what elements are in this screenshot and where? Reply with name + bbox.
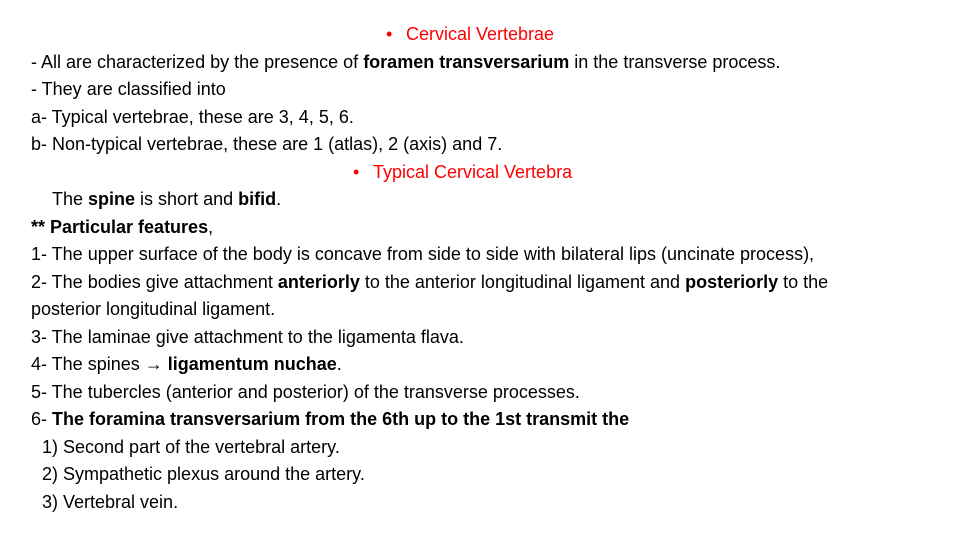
feature-2-continued: posterior longitudinal ligament. — [31, 299, 276, 319]
text-segment: to the anterior longitudinal ligament and — [359, 272, 686, 292]
bold-term: The foramina transversarium from the 6th up to the 1st transmit the — [52, 409, 630, 429]
intro-line-1 — [31, 52, 780, 72]
feature-4 — [31, 354, 342, 374]
text-segment: 6- — [31, 409, 53, 429]
heading-cervical-vertebrae — [386, 24, 554, 44]
intro-line-3: a- Typical vertebrae, these are 3, 4, 5, 6. — [31, 107, 354, 127]
spine-line — [52, 189, 281, 209]
text-segment: to the — [778, 272, 829, 292]
feature-3: 3- The laminae give attachment to the ligamenta flava. — [31, 327, 464, 347]
text-segment: - All are characterized by the presence of — [31, 52, 364, 72]
intro-line-4: b- Non-typical vertebrae, these are 1 (atlas), 2 (axis) and 7. — [31, 134, 503, 154]
feature-1: 1- The upper surface of the body is concave from side to side with bilateral lips (uncinate process), — [31, 244, 815, 264]
bold-term: spine — [88, 189, 136, 209]
text-segment: is short and — [135, 189, 239, 209]
heading-text: Typical Cervical Vertebra — [373, 162, 573, 182]
transmit-item-1: 1) Second part of the vertebral artery. — [42, 437, 340, 457]
text-segment: The — [52, 189, 89, 209]
text-segment: . — [336, 354, 342, 374]
intro-line-2: - They are classified into — [31, 79, 226, 99]
bold-term: foramen transversarium — [363, 52, 570, 72]
text-segment: 4- The spines → — [31, 354, 168, 374]
transmit-item-2: 2) Sympathetic plexus around the artery. — [42, 464, 365, 484]
bullet-icon: • — [386, 24, 393, 44]
feature-6 — [31, 409, 629, 429]
bold-term: ** Particular features — [31, 217, 209, 237]
particular-features-heading — [31, 217, 213, 237]
bold-term: posteriorly — [685, 272, 779, 292]
feature-2 — [31, 272, 828, 292]
bold-term: anteriorly — [277, 272, 360, 292]
bullet-icon: • — [353, 162, 360, 182]
text-segment: in the transverse process. — [569, 52, 781, 72]
text-segment: . — [276, 189, 282, 209]
text-segment: 2- The bodies give attachment — [31, 272, 278, 292]
bold-term: ligamentum nuchae — [167, 354, 337, 374]
heading-text: Cervical Vertebrae — [406, 24, 555, 44]
text-segment: , — [208, 217, 214, 237]
transmit-item-3: 3) Vertebral vein. — [42, 492, 179, 512]
feature-5: 5- The tubercles (anterior and posterior) of the transverse processes. — [31, 382, 580, 402]
bold-term: bifid — [238, 189, 277, 209]
heading-typical-cervical-vertebra — [353, 162, 572, 182]
